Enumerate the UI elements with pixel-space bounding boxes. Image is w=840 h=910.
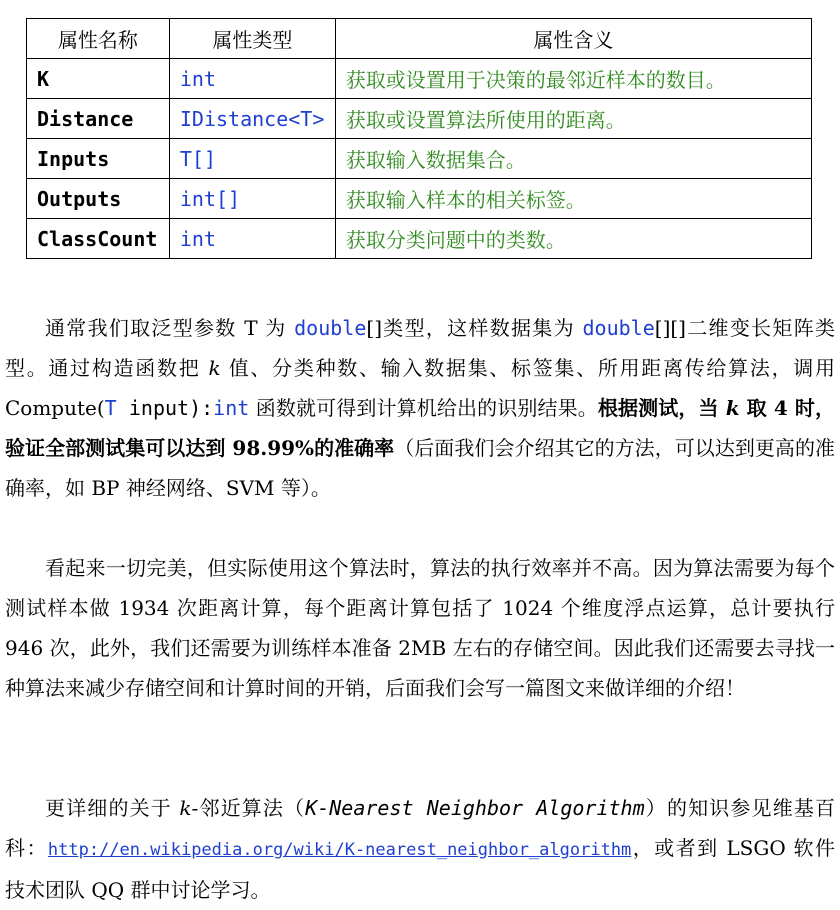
prop-type: int[] — [169, 179, 335, 219]
paragraph-efficiency: 看起来一切完美，但实际使用这个算法时，算法的执行效率并不高。因为算法需要为每个测试样本做 1934 次距离计算，每个距离计算包括了 1024 个维度浮点运算，总计要执行 946 次，此外，我们还需要为训练样本准备 2MB 左右的存储空间。因此我们还需要去寻找一种算法来减少存储空间和计算时间的开销，后面我们会写一篇图文来做详细的介绍！ — [5, 556, 835, 700]
prop-name: Distance — [27, 99, 170, 139]
table-header-row — [27, 19, 812, 59]
table-row — [27, 99, 812, 139]
prop-name: K — [27, 59, 170, 99]
paragraph-usage: 通常我们取泛型参数 T 为 double[]类型，这样数据集为 double[][]二维变长矩阵类型。通过构造函数把 k 值、分类种数、输入数据集、标签集、所用距离传给算法，调用 Compute(T input):int 函数就可得到计算机给出的识别结果。根据测试，当 k 取 4 时，验证全部测试集可以达到 98.99%的准确率（后面我们会介绍其它的方法，可以达到更高的准确率，如 BP 神经网络、SVM 等）。 — [5, 316, 836, 500]
prop-desc: 获取分类问题中的类数。 — [335, 219, 811, 259]
paragraph-reference: 更详细的关于 k-邻近算法（K-Nearest Neighbor Algorithm）的知识参见维基百科：http://en.wikipedia.org/wiki/K-nearest_neighbor_algorithm，或者到 LSGO 软件技术团队 QQ 群中讨论学习。 — [5, 796, 835, 902]
table-row — [27, 219, 812, 259]
prop-type: T[] — [169, 139, 335, 179]
code-int: int — [213, 396, 250, 420]
table-row — [27, 139, 812, 179]
header-type: 属性类型 — [169, 19, 335, 59]
k-variable: k — [179, 796, 192, 820]
prop-name: Outputs — [27, 179, 170, 219]
prop-desc: 获取或设置算法所使用的距离。 — [335, 99, 811, 139]
prop-type: int — [169, 219, 335, 259]
code-T: T — [104, 396, 117, 420]
algorithm-name-en: K-Nearest Neighbor Algorithm — [305, 796, 645, 820]
code-double: double — [582, 316, 655, 340]
prop-desc: 获取或设置用于决策的最邻近样本的数目。 — [335, 59, 811, 99]
header-name: 属性名称 — [27, 19, 170, 59]
prop-desc: 获取输入样本的相关标签。 — [335, 179, 811, 219]
table-row — [27, 59, 812, 99]
wikipedia-link[interactable]: http://en.wikipedia.org/wiki/K-nearest_neighbor_algorithm — [47, 840, 632, 860]
prop-name: ClassCount — [27, 219, 170, 259]
header-meaning: 属性含义 — [335, 19, 811, 59]
k-variable: k — [208, 356, 221, 380]
prop-desc: 获取输入数据集合。 — [335, 139, 811, 179]
code-double: double — [294, 316, 367, 340]
property-table — [26, 18, 812, 259]
table-row — [27, 179, 812, 219]
prop-name: Inputs — [27, 139, 170, 179]
prop-type: IDistance<T> — [169, 99, 335, 139]
prop-type: int — [169, 59, 335, 99]
accuracy-highlight: 根据测试，当 k 取 4 时，验证全部测试集可以达到 98.99%的准确率 — [5, 396, 836, 460]
